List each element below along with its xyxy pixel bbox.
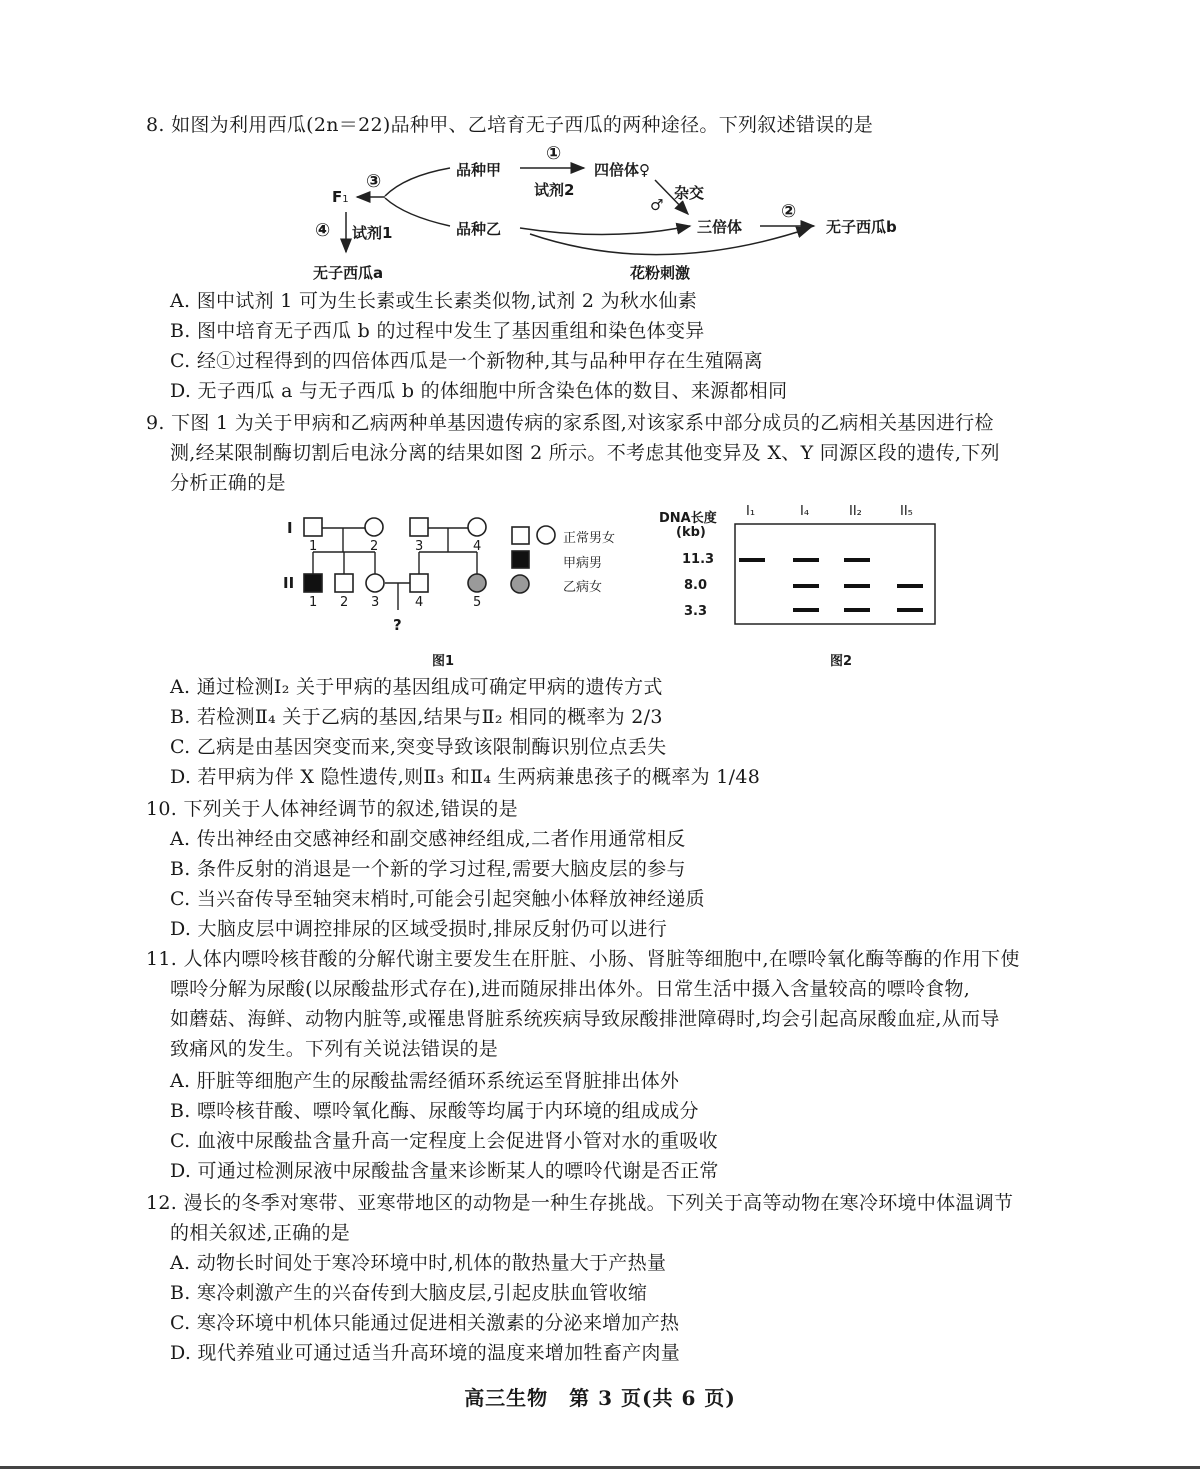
step4-label: ④ xyxy=(315,220,331,241)
q11-option-a: A. 肝脏等细胞产生的尿酸盐需经循环系统运至肾脏排出体外 xyxy=(170,1070,680,1092)
cross-label: 杂交 xyxy=(674,184,705,202)
gel-band xyxy=(844,584,870,588)
reagent1-label: 试剂1 xyxy=(352,224,393,242)
dna-length-label: DNA长度 xyxy=(659,511,717,526)
q9-option-d: D. 若甲病为伴 X 隐性遗传,则Ⅱ₃ 和Ⅱ₄ 生两病兼患孩子的概率为 1/48 xyxy=(170,766,761,788)
q11-option-c: C. 血液中尿酸盐含量升高一定程度上会促进肾小管对水的重吸收 xyxy=(170,1130,718,1152)
page-footer: 高三生物 第 3 页(共 6 页) xyxy=(464,1386,736,1410)
lane-label-I1: I₁ xyxy=(746,504,756,519)
q12-option-a: A. 动物长时间处于寒冷环境中时,机体的散热量大于产热量 xyxy=(170,1252,667,1274)
generation-II: II xyxy=(283,574,295,592)
legend-disease-b-label: 乙病女 xyxy=(563,580,603,595)
gel-band xyxy=(739,558,765,562)
q8-option-c: C. 经①过程得到的四倍体西瓜是一个新物种,其与品种甲存在生殖隔离 xyxy=(170,350,763,372)
tetraploid-label: 四倍体♀ xyxy=(594,161,650,179)
q8-option-b: B. 图中培育无子西瓜 b 的过程中发生了基因重组和染色体变异 xyxy=(170,320,705,342)
q9-option-b: B. 若检测Ⅱ₄ 关于乙病的基因,结果与Ⅱ₂ 相同的概率为 2/3 xyxy=(170,706,663,728)
lane-label-II2: II₂ xyxy=(849,504,862,519)
q11-stem-line2: 嘌呤分解为尿酸(以尿酸盐形式存在),进而随尿排出体外。日常生活中摄入含量较高的嘌呤食物, xyxy=(170,978,971,1000)
variety-b-label: 品种乙 xyxy=(456,220,502,238)
unknown-child: ? xyxy=(393,616,402,634)
generation-I: I xyxy=(287,519,293,537)
label-II4: 4 xyxy=(415,595,424,610)
q11-option-d: D. 可通过检测尿液中尿酸盐含量来诊断某人的嘌呤代谢是否正常 xyxy=(170,1160,719,1182)
q9-stem-line3: 分析正确的是 xyxy=(170,472,286,494)
q12-option-d: D. 现代养殖业可通过适当升高环境的温度来增加牲畜产肉量 xyxy=(170,1342,681,1364)
q11-stem-line1: 11. 人体内嘌呤核苷酸的分解代谢主要发生在肝脏、小肠、肾脏等细胞中,在嘌呤氧化酶等酶的作用下使 xyxy=(146,948,1020,970)
label-I1: 1 xyxy=(309,539,318,554)
legend-normal-label: 正常男女 xyxy=(563,531,616,546)
lane-label-II5: II₅ xyxy=(900,504,913,519)
gel-band xyxy=(844,558,870,562)
q11-option-b: B. 嘌呤核苷酸、嘌呤氧化酶、尿酸等均属于内环境的组成成分 xyxy=(170,1100,699,1122)
dna-unit-label: (kb) xyxy=(676,525,706,540)
seedless-b-label: 无子西瓜b xyxy=(826,218,897,236)
f1-label: F1 xyxy=(332,188,349,206)
q9-option-a: A. 通过检测Ⅰ₂ 关于甲病的基因组成可确定甲病的遗传方式 xyxy=(170,676,663,698)
label-I2: 2 xyxy=(370,539,379,554)
q11-stem-line3: 如蘑菇、海鲜、动物内脏等,或罹患肾脏系统疾病导致尿酸排泄障碍时,均会引起高尿酸血症,从而导 xyxy=(170,1008,1000,1030)
label-II5: 5 xyxy=(473,595,482,610)
q12-option-b: B. 寒冷刺激产生的兴奋传到大脑皮层,引起皮肤血管收缩 xyxy=(170,1282,648,1304)
label-II1: 1 xyxy=(309,595,318,610)
q10-option-d: D. 大脑皮层中调控排尿的区域受损时,排尿反射仍可以进行 xyxy=(170,918,668,940)
q8-option-d: D. 无子西瓜 a 与无子西瓜 b 的体细胞中所含染色体的数目、来源都相同 xyxy=(170,380,788,402)
fig1-caption: 图1 xyxy=(432,654,455,669)
gel-band xyxy=(897,608,923,612)
triploid-label: 三倍体 xyxy=(697,218,743,236)
seedless-a-label: 无子西瓜a xyxy=(313,264,384,282)
q10-option-b: B. 条件反射的消退是一个新的学习过程,需要大脑皮层的参与 xyxy=(170,858,686,880)
size-label-8-0: 8.0 xyxy=(684,578,708,593)
label-II2: 2 xyxy=(340,595,349,610)
gel-band xyxy=(793,608,819,612)
q9-stem-line1: 9. 下图 1 为关于甲病和乙病两种单基因遗传病的家系图,对该家系中部分成员的乙病相关基因进行检 xyxy=(146,412,994,434)
q8-option-a: A. 图中试剂 1 可为生长素或生长素类似物,试剂 2 为秋水仙素 xyxy=(170,290,698,312)
gel-band xyxy=(897,584,923,588)
pollen-label: 花粉刺激 xyxy=(630,264,691,282)
label-I3: 3 xyxy=(415,539,424,554)
q9-option-c: C. 乙病是由基因突变而来,突变导致该限制酶识别位点丢失 xyxy=(170,736,667,758)
q12-stem-line1: 12. 漫长的冬季对寒带、亚寒带地区的动物是一种生存挑战。下列关于高等动物在寒冷环境中体温调节 xyxy=(146,1192,1014,1214)
size-label-11-3: 11.3 xyxy=(682,552,715,567)
step2-label: ② xyxy=(781,201,797,222)
male-symbol: ♂ xyxy=(650,196,664,214)
step3-label: ③ xyxy=(366,171,382,192)
gel-band xyxy=(844,608,870,612)
label-II3: 3 xyxy=(371,595,380,610)
q10-option-c: C. 当兴奋传导至轴突末梢时,可能会引起突触小体释放神经递质 xyxy=(170,888,705,910)
gel-band xyxy=(793,558,819,562)
lane-label-I4: I₄ xyxy=(800,504,810,519)
q10-option-a: A. 传出神经由交感神经和副交感神经组成,二者作用通常相反 xyxy=(170,828,686,850)
legend-disease-a-label: 甲病男 xyxy=(563,556,603,571)
q9-stem-line2: 测,经某限制酶切割后电泳分离的结果如图 2 所示。不考虑其他变异及 X、Y 同源区段的遗传,下列 xyxy=(170,442,1000,464)
step1-label: ① xyxy=(546,143,562,164)
size-label-3-3: 3.3 xyxy=(684,604,708,619)
bottom-rule xyxy=(0,1466,1200,1469)
q11-stem-line4: 致痛风的发生。下列有关说法错误的是 xyxy=(170,1038,499,1060)
q12-stem-line2: 的相关叙述,正确的是 xyxy=(170,1222,351,1244)
gel-band xyxy=(793,584,819,588)
fig2-caption: 图2 xyxy=(830,654,853,669)
label-I4: 4 xyxy=(473,539,482,554)
q8-stem: 8. 如图为利用西瓜(2n＝22)品种甲、乙培育无子西瓜的两种途径。下列叙述错误的是 xyxy=(146,114,874,136)
q12-option-c: C. 寒冷环境中机体只能通过促进相关激素的分泌来增加产热 xyxy=(170,1312,680,1334)
q10-stem: 10. 下列关于人体神经调节的叙述,错误的是 xyxy=(146,798,518,820)
variety-a-label: 品种甲 xyxy=(456,161,502,179)
reagent2-label: 试剂2 xyxy=(534,181,575,199)
